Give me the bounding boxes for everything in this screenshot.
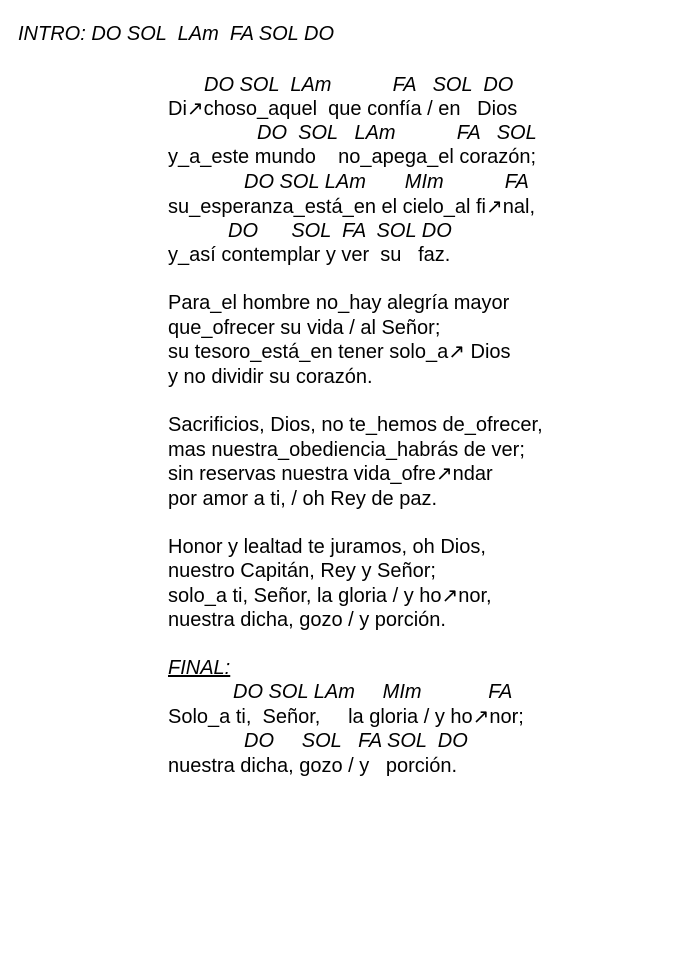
verse3-line2: mas nuestra_obediencia_habrás de ver; (168, 439, 525, 461)
final-lyrics-line1: Solo_a ti, Señor, la gloria / y ho↗nor; (168, 706, 524, 728)
verse4-line3: solo_a ti, Señor, la gloria / y ho↗nor, (168, 585, 492, 607)
verse1-chords-line2: DO SOL LAm FA SOL (257, 122, 537, 144)
verse2-line2: que_ofrecer su vida / al Señor; (168, 317, 441, 339)
verse2-line4: y no dividir su corazón. (168, 366, 373, 388)
verse4-line2: nuestro Capitán, Rey y Señor; (168, 560, 436, 582)
verse1-lyrics-line3: su_esperanza_está_en el cielo_al fi↗nal, (168, 196, 536, 218)
verse1-lyrics-line1: Di↗choso_aquel que confía / en Dios (168, 98, 518, 120)
final-heading: FINAL: (168, 657, 231, 679)
verse3-line4: por amor a ti, / oh Rey de paz. (168, 488, 438, 510)
verse3-line3: sin reservas nuestra vida_ofre↗ndar (168, 463, 493, 485)
verse4-line4: nuestra dicha, gozo / y porción. (168, 609, 446, 631)
verse4-line1: Honor y lealtad te juramos, oh Dios, (168, 536, 486, 558)
verse2-line3: su tesoro_está_en tener solo_a↗ Dios (168, 341, 511, 363)
verse1-chords-line4: DO SOL FA SOL DO (228, 220, 452, 242)
intro-chords: INTRO: DO SOL LAm FA SOL DO (18, 23, 334, 45)
verse1-chords-line3: DO SOL LAm MIm FA (244, 171, 529, 193)
final-lyrics-line2: nuestra dicha, gozo / y porción. (168, 755, 458, 777)
verse1-lyrics-line2: y_a_este mundo no_apega_el corazón; (168, 146, 537, 168)
final-chords-line2: DO SOL FA SOL DO (244, 730, 468, 752)
final-chords-line1: DO SOL LAm MIm FA (233, 681, 513, 703)
verse1-lyrics-line4: y_así contemplar y ver su faz. (168, 244, 451, 266)
verse3-line1: Sacrificios, Dios, no te_hemos de_ofrecer, (168, 414, 543, 436)
verse2-line1: Para_el hombre no_hay alegría mayor (168, 292, 510, 314)
verse1-chords-line1: DO SOL LAm FA SOL DO (204, 74, 514, 96)
